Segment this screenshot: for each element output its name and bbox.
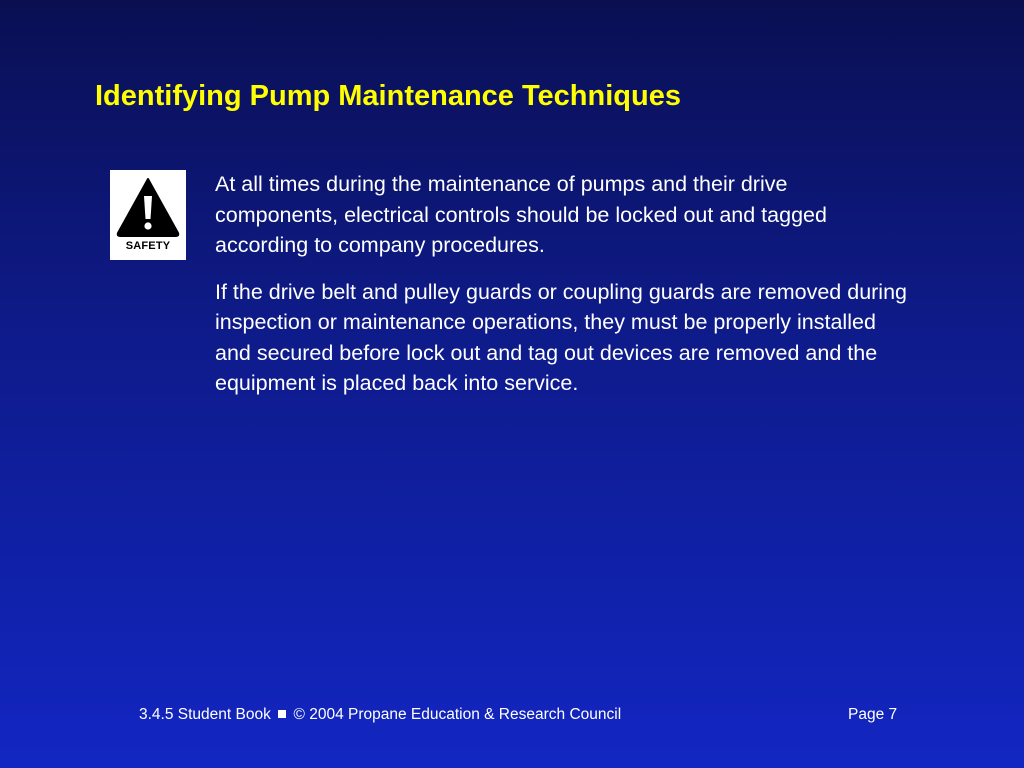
paragraph-lockout: At all times during the maintenance of pumps and their drive components, electrical controls should be locked out and tagged according to company procedures. <box>215 172 827 257</box>
paragraph-guards: If the drive belt and pulley guards or coupling guards are removed during inspection or maintenance operations, they must be properly installed and secured before lock out and tag out devices are removed and the equipment is placed back into service. <box>215 279 907 395</box>
footer-book: 3.4.5 Student Book <box>139 706 271 723</box>
body-text <box>215 169 915 415</box>
safety-sign <box>110 170 186 260</box>
footer-credits <box>139 706 621 724</box>
page-number: Page 7 <box>848 706 898 723</box>
slide-title: Identifying Pump Maintenance Techniques <box>95 80 681 112</box>
warning-triangle-icon <box>115 176 181 238</box>
square-bullet-icon <box>278 710 286 718</box>
safety-label: SAFETY <box>125 240 171 252</box>
footer-copyright: © 2004 Propane Education & Research Council <box>293 706 622 723</box>
